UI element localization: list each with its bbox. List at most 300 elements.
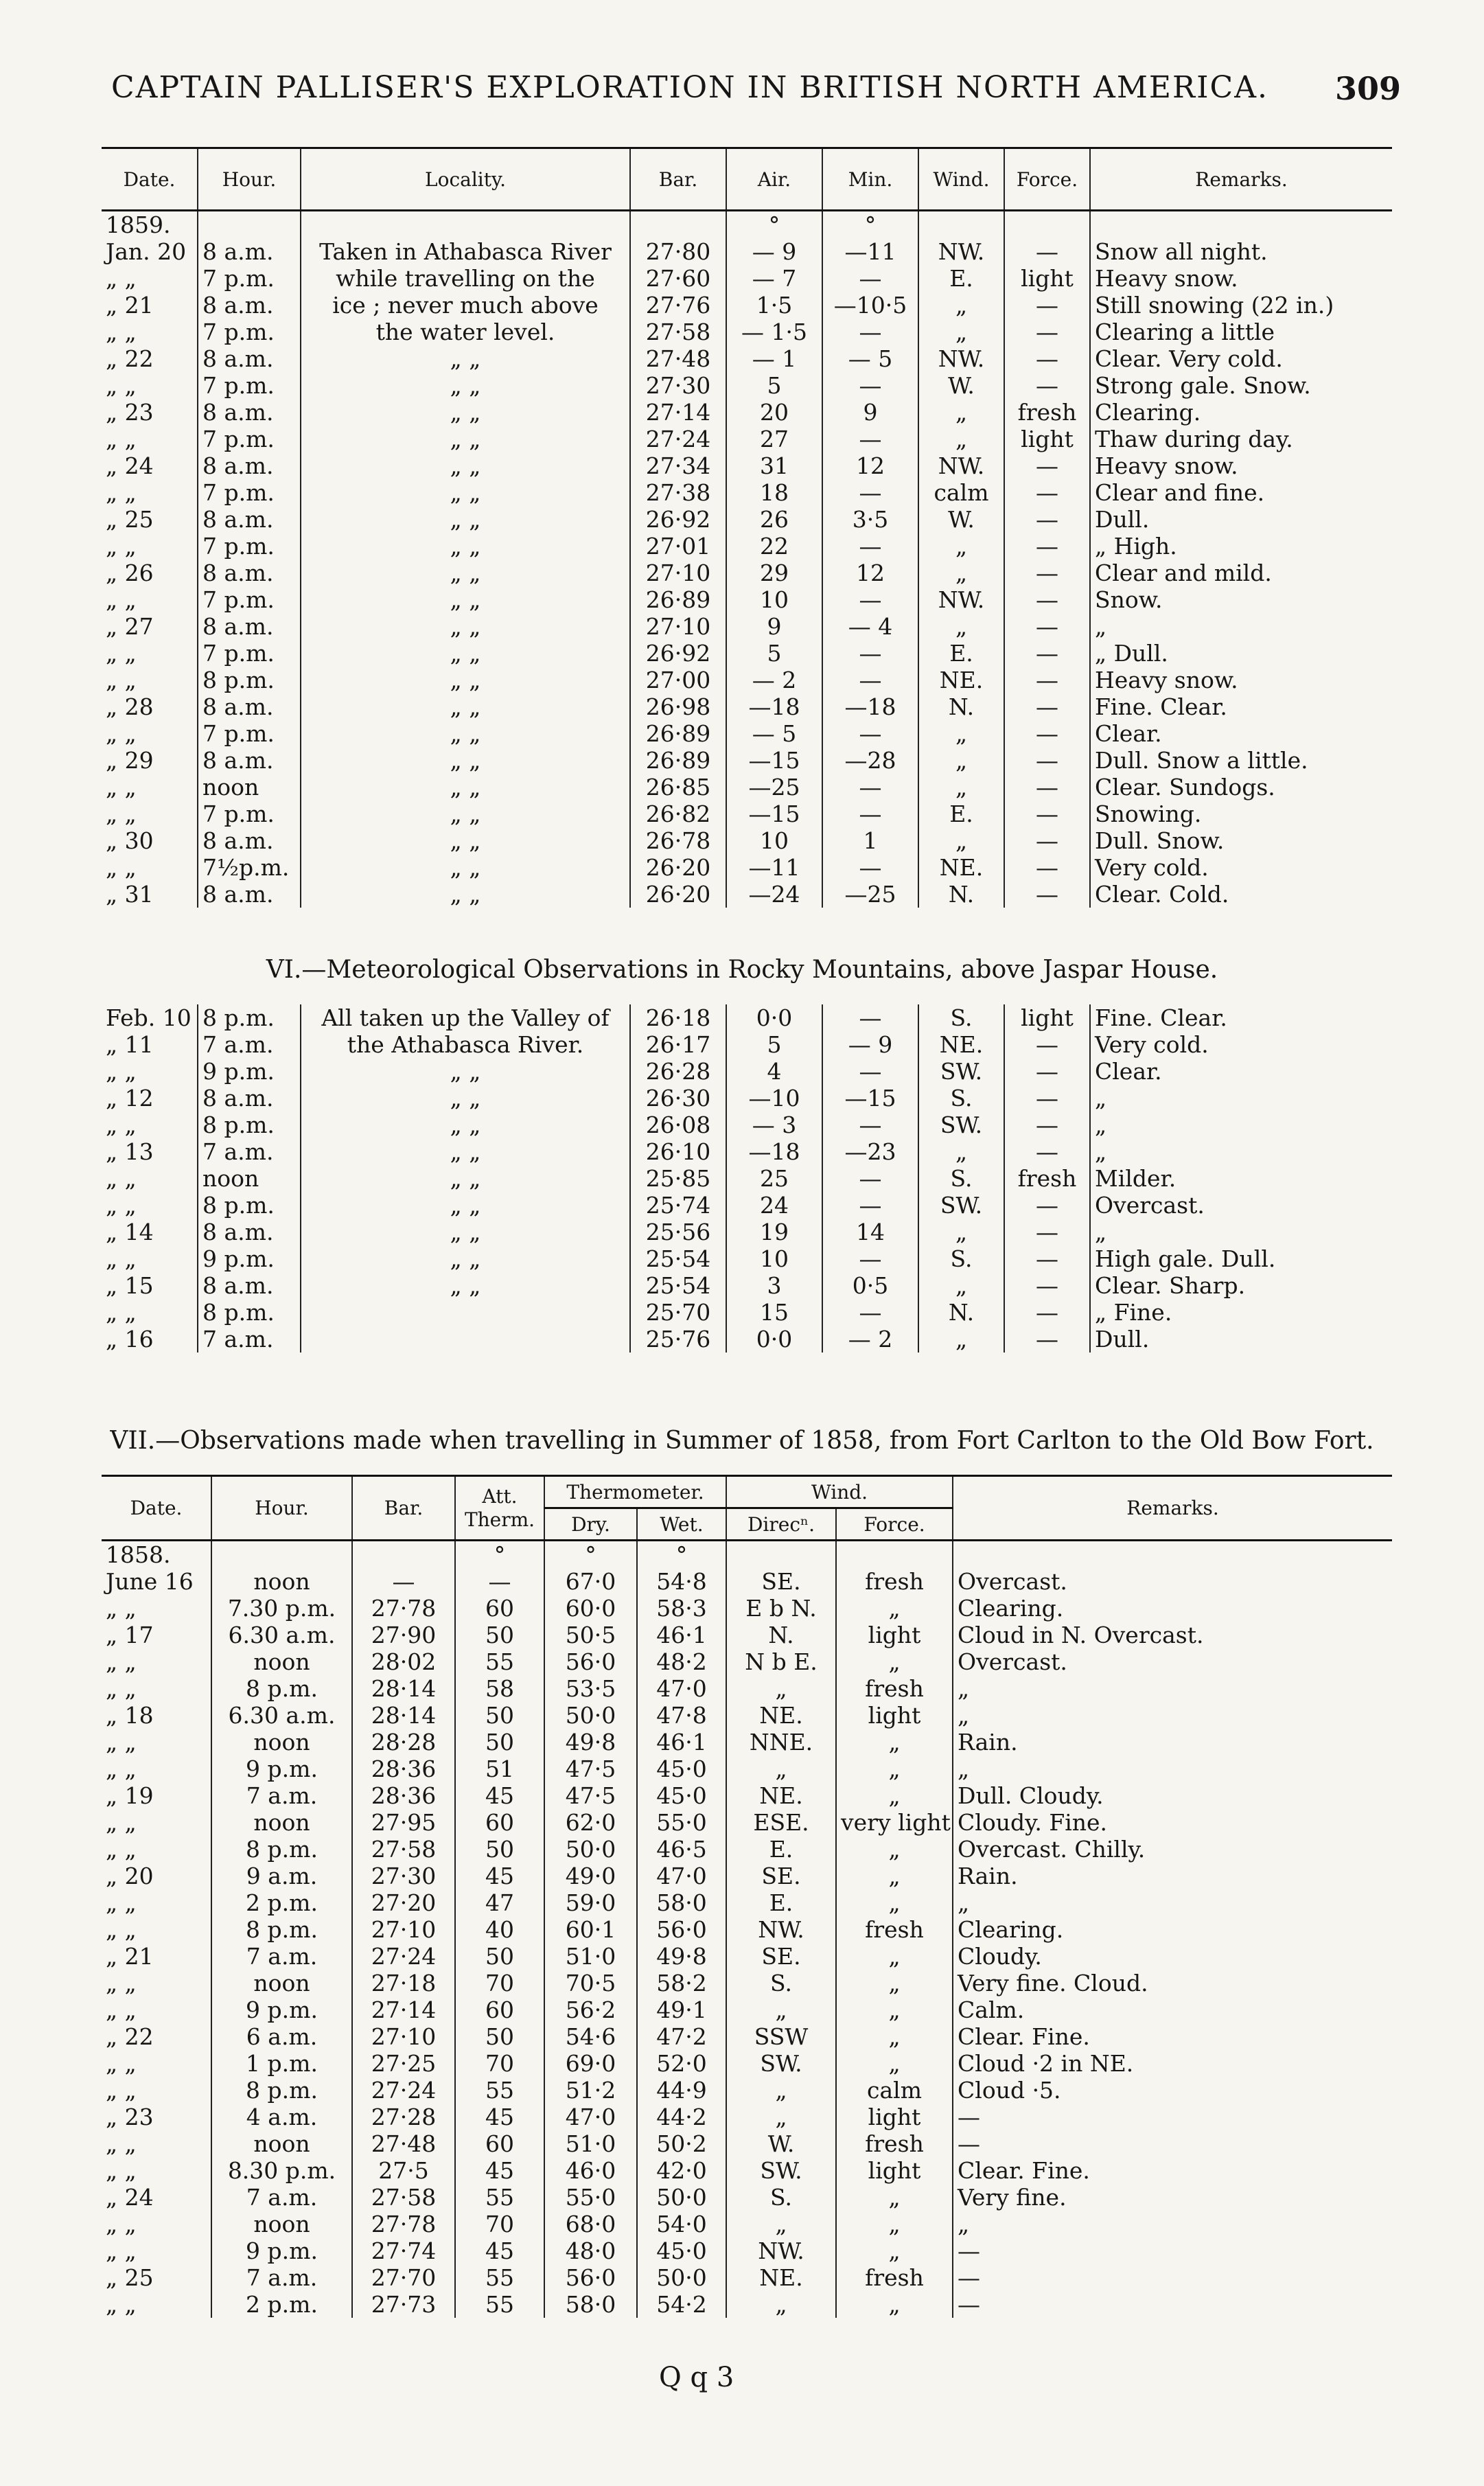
table-cell: 24 [726,1192,822,1219]
table-cell: 18 [726,479,822,506]
table-cell: „ „ [106,426,137,452]
table-cell: Overcast. Chilly. [953,1836,1392,1863]
table-cell: 8 a.m. [198,693,301,720]
table-cell: calm [836,2077,953,2104]
table-cell: 8 a.m. [198,613,301,640]
table-row [102,452,1392,479]
table-cell: 51·0 [544,2130,637,2157]
table-cell: — [1004,1272,1090,1299]
table-cell: fresh [836,2130,953,2157]
table-row [102,345,1392,372]
table-row [102,693,1392,720]
table-cell: 26·18 [630,1004,726,1031]
table-cell: „ „ [106,2130,137,2157]
table-cell: 26·08 [630,1112,726,1138]
table-cell: „ 12 [106,1085,154,1112]
table-cell: 55 [455,2291,544,2318]
table-cell: 22 [726,533,822,560]
table-cell: 6.30 a.m. [211,1622,352,1648]
page-title: CAPTAIN PALLISER'S EXPLORATION IN BRITISH NORTH AMERICA. [111,70,1268,105]
table-cell: „ „ [106,2211,137,2237]
table-cell: 27·30 [630,372,726,399]
table-cell: Fine. Clear. [1090,1004,1392,1031]
table-cell: 9 p.m. [211,1756,352,1782]
table-cell: 26·92 [630,506,726,533]
table-cell: 50 [455,2023,544,2050]
table-cell: 8 a.m. [198,345,301,372]
table-cell: „ [726,1756,836,1782]
table-row [102,2023,1392,2050]
table-cell: 27·24 [630,426,726,452]
table-cell: 27·48 [352,2130,455,2157]
table-cell [301,1299,630,1326]
table-row [102,1996,1392,2023]
table-cell: fresh [836,2264,953,2291]
table-cell: — [1004,1299,1090,1326]
table-cell: Dull. Snow. [1090,827,1392,854]
table-cell: „ „ [301,1219,630,1245]
table-cell: E. [726,1836,836,1863]
table-cell: Snowing. [1090,801,1392,827]
table-cell: 45 [455,2237,544,2264]
table-cell: 28·28 [352,1729,455,1756]
table-cell: 8 p.m. [211,1836,352,1863]
table-cell: 3 [726,1272,822,1299]
table-cell: ° [726,211,822,239]
column-header: Air. [726,148,822,211]
table-cell: „ [953,1889,1392,1916]
table-cell: 8 p.m. [211,1916,352,1943]
table-cell: 58·0 [637,1889,726,1916]
table-cell: 45·0 [637,1756,726,1782]
table-cell: 9 p.m. [211,2237,352,2264]
table-cell [726,1541,836,1569]
table-cell: 7 p.m. [198,720,301,747]
table-cell: 7 a.m. [198,1138,301,1165]
table-cell: 27·10 [352,1916,455,1943]
table-cell: noon [211,1809,352,1836]
table-cell: 19 [726,1219,822,1245]
column-header: Dry. [544,1508,637,1541]
table-row [102,1756,1392,1782]
table-cell: 47·0 [637,1675,726,1702]
table-cell: „ „ [301,801,630,827]
table-cell: „ 30 [106,827,154,854]
table-cell: „ [836,1595,953,1622]
table-cell: — [1004,1058,1090,1085]
table-cell: „ „ [301,854,630,881]
table-cell: —10 [726,1085,822,1112]
table-cell: 52·0 [637,2050,726,2077]
table-cell: — [1004,292,1090,319]
table-cell: SW. [918,1112,1004,1138]
table-row [102,1622,1392,1648]
table-cell: 27·76 [630,292,726,319]
table-cell: 28·36 [352,1756,455,1782]
table-cell: noon [211,2130,352,2157]
table-cell: „ 13 [106,1138,154,1165]
table-row [102,479,1392,506]
table-cell: Cloud ·5. [953,2077,1392,2104]
table-cell: 25·54 [630,1245,726,1272]
table-row [102,613,1392,640]
table-cell: 68·0 [544,2211,637,2237]
table-cell: — [822,586,918,613]
table-cell: 7 a.m. [211,2264,352,2291]
table-cell: ESE. [726,1809,836,1836]
table-cell: 25·54 [630,1272,726,1299]
table-cell: — [822,854,918,881]
table-cell: „ „ [301,613,630,640]
table-row [102,1031,1392,1058]
table-cell: 7 p.m. [198,801,301,827]
column-header: Direcⁿ. [726,1508,836,1541]
table-cell: 26·10 [630,1138,726,1165]
table-cell: 56·0 [544,1648,637,1675]
table-cell: 51 [455,1756,544,1782]
table-cell: 10 [726,827,822,854]
table-cell: „ „ [106,2237,137,2264]
table-cell: S. [918,1004,1004,1031]
table-cell: 55 [455,2077,544,2104]
table-cell: „ 21 [106,292,154,319]
table-cell: — 1 [726,345,822,372]
table-cell: 8 a.m. [198,560,301,586]
table-cell: 9 [726,613,822,640]
table-cell: „ 14 [106,1219,154,1245]
table-cell: „ [726,2291,836,2318]
table-row [102,720,1392,747]
table-cell: 26 [726,506,822,533]
table-cell: 25·74 [630,1192,726,1219]
table-cell: „ [836,1943,953,1970]
table-cell: 0·5 [822,1272,918,1299]
table-cell: 8 a.m. [198,238,301,265]
table-cell: „ [1090,1219,1392,1245]
column-header: Force. [836,1508,953,1541]
table-cell: light [836,1702,953,1729]
table-cell: Clear. Fine. [953,2023,1392,2050]
table-cell: 8 p.m. [198,667,301,693]
table-cell: 55 [455,1648,544,1675]
table-cell: SE. [726,1568,836,1595]
table-cell: 40 [455,1916,544,1943]
table-cell: 47·5 [544,1756,637,1782]
table-cell: NE. [918,667,1004,693]
table-cell: ° [637,1541,726,1569]
table-cell: 26·20 [630,854,726,881]
table-cell: 27·38 [630,479,726,506]
table-cell: 28·14 [352,1702,455,1729]
table-cell: 7 a.m. [211,1782,352,1809]
table-row [102,560,1392,586]
table-cell: 50·2 [637,2130,726,2157]
table-cell: —23 [822,1138,918,1165]
table-cell: Overcast. [953,1648,1392,1675]
table-cell: „ 25 [106,506,154,533]
table-cell: E. [918,801,1004,827]
table-cell: — [1004,372,1090,399]
table-cell: „ 31 [106,881,154,908]
table-cell: Overcast. [1090,1192,1392,1219]
table-cell: Dull. Cloudy. [953,1782,1392,1809]
table-cell [836,1541,953,1569]
column-header: Force. [1004,148,1090,211]
table-cell: „ [918,1326,1004,1353]
table-row [102,774,1392,801]
table-cell: „ [836,1996,953,2023]
table-cell: 27·14 [352,1996,455,2023]
table-row [102,1245,1392,1272]
table-cell: 27·90 [352,1622,455,1648]
table-cell: 50 [455,1836,544,1863]
table-cell: 27·14 [630,399,726,426]
section-vii-title: VII.—Observations made when travelling in Summer of 1858, from Fort Carlton to the Old Bow Fort. [110,1427,1374,1455]
table-row [102,1729,1392,1756]
table-cell: 50·0 [544,1836,637,1863]
table-row [102,1675,1392,1702]
column-header: Min. [822,148,918,211]
table-cell: light [836,2157,953,2184]
table-cell: Clear and fine. [1090,479,1392,506]
table-cell: — [822,667,918,693]
table-cell: NW. [918,238,1004,265]
table-cell: „ [953,2211,1392,2237]
table-cell: „ „ [301,479,630,506]
table-cell [301,1326,630,1353]
table-cell: E. [918,640,1004,667]
table-cell: 67·0 [544,1568,637,1595]
table-cell: — [822,774,918,801]
table-cell: 27·28 [352,2104,455,2130]
table-cell: NNE. [726,1729,836,1756]
table-row [102,827,1392,854]
table-cell: 47·2 [637,2023,726,2050]
table-cell: „ [1090,1138,1392,1165]
table-cell: —25 [822,881,918,908]
table-cell: „ „ [106,1996,137,2023]
table-cell: 26·17 [630,1031,726,1058]
table-cell: E b N. [726,1595,836,1622]
table-cell: „ „ [301,640,630,667]
table-cell: Fine. Clear. [1090,693,1392,720]
table-cell: 51·2 [544,2077,637,2104]
table-row [102,1272,1392,1299]
table-cell: „ „ [106,1756,137,1782]
table-cell: —11 [822,238,918,265]
table-cell: — [1004,238,1090,265]
table-cell: „ „ [106,1299,137,1326]
table-cell: noon [198,774,301,801]
table-cell: 27·60 [630,265,726,292]
table-row [102,2130,1392,2157]
table-cell: — [1004,801,1090,827]
table-cell: 27·73 [352,2291,455,2318]
table-cell: 70 [455,2050,544,2077]
table-cell: 27·48 [630,345,726,372]
table-cell: „ „ [106,1970,137,1996]
table-cell: 49·8 [544,1729,637,1756]
table-cell: the Athabasca River. [301,1031,630,1058]
table-cell: „ [953,1756,1392,1782]
table-row [102,2291,1392,2318]
table-row [102,426,1392,452]
table-cell: „ „ [106,372,137,399]
table-cell: 7 p.m. [198,372,301,399]
table-cell: 47·8 [637,1702,726,1729]
table-cell: NW. [726,2237,836,2264]
section-vi-title: VI.—Meteorological Observations in Rocky Mountains, above Jaspar House. [266,956,1218,984]
table-cell: — [1004,1326,1090,1353]
table-cell: „ „ [106,586,137,613]
table-cell: 70·5 [544,1970,637,1996]
table-cell: — [1004,667,1090,693]
table-february-rocky-mountains [102,1004,1392,1353]
table-cell: — [822,1192,918,1219]
table-cell: 58·2 [637,1970,726,1996]
table-cell: 60 [455,1809,544,1836]
table-cell: 28·02 [352,1648,455,1675]
table-cell: — [1004,613,1090,640]
table-cell: „ 20 [106,1863,154,1889]
table-cell: — [953,2104,1392,2130]
table-cell: 47·5 [544,1782,637,1809]
table-cell: „ „ [106,1675,137,1702]
table-cell: 27·10 [630,560,726,586]
table-cell: 27·80 [630,238,726,265]
table-cell: — [822,479,918,506]
table-cell: 55 [455,2264,544,2291]
table-cell: 26·85 [630,774,726,801]
table-cell: 2 p.m. [211,2291,352,2318]
table-cell: Overcast. [953,1568,1392,1595]
table-cell: —25 [726,774,822,801]
table-cell: — [822,720,918,747]
table-cell: 27·01 [630,533,726,560]
table-row [102,1836,1392,1863]
table-cell: „ [836,1889,953,1916]
table-cell: 45 [455,2157,544,2184]
table-row [102,2104,1392,2130]
table-cell: 27·5 [352,2157,455,2184]
table-cell: 26·28 [630,1058,726,1085]
table-cell: „ „ [106,2077,137,2104]
table-cell: „ „ [301,1138,630,1165]
table-cell: „ „ [301,1192,630,1219]
table-cell: 49·0 [544,1863,637,1889]
table-cell: „ [726,2211,836,2237]
table-cell: —15 [726,747,822,774]
table-cell: „ „ [301,774,630,801]
table-cell: Very cold. [1090,1031,1392,1058]
table-cell: NW. [918,452,1004,479]
table-cell: 7 p.m. [198,479,301,506]
table-cell: 27·25 [352,2050,455,2077]
table-cell: „ [836,1648,953,1675]
table-cell: „ „ [301,881,630,908]
table-cell: Clear. Cold. [1090,881,1392,908]
table-cell [301,211,630,239]
table-cell: Heavy snow. [1090,452,1392,479]
table-row [102,667,1392,693]
table-cell: 47 [455,1889,544,1916]
table-cell: „ „ [106,2291,137,2318]
table-cell: 49·1 [637,1996,726,2023]
table-cell: 9 a.m. [211,1863,352,1889]
table-cell: 53·5 [544,1675,637,1702]
table-header-row [102,1476,1392,1508]
table-cell: Clear. [1090,1058,1392,1085]
table-cell: High gale. Dull. [1090,1245,1392,1272]
table-cell: 9 p.m. [198,1058,301,1085]
table-cell: Dull. [1090,506,1392,533]
table-cell: noon [198,1165,301,1192]
table-cell: — [822,1165,918,1192]
table-row [102,2184,1392,2211]
table-cell: Rain. [953,1863,1392,1889]
table-cell: NE. [918,854,1004,881]
table-cell: „ „ [106,479,137,506]
table-cell: SE. [726,1863,836,1889]
table-cell: 7 p.m. [198,586,301,613]
table-cell: Heavy snow. [1090,265,1392,292]
table-cell: „ 25 [106,2264,154,2291]
table-cell: 27·10 [630,613,726,640]
table-cell: Milder. [1090,1165,1392,1192]
table-cell: 8 a.m. [198,292,301,319]
table-cell: 7 a.m. [211,1943,352,1970]
table-cell: Snow all night. [1090,238,1392,265]
table-cell: 8 a.m. [198,827,301,854]
table-cell: „ [836,1782,953,1809]
table-cell: 55·0 [544,2184,637,2211]
table-cell: Clear. Fine. [953,2157,1392,2184]
column-header: Date. [102,148,198,211]
table-cell: 70 [455,1970,544,1996]
table-cell: „ [918,399,1004,426]
table-cell: Cloud in N. Overcast. [953,1622,1392,1648]
table-cell: — [1004,1138,1090,1165]
table-cell: 27·18 [352,1970,455,1996]
table-cell: 27·74 [352,2237,455,2264]
table-cell: fresh [836,1675,953,1702]
table-cell: Cloud ·2 in NE. [953,2050,1392,2077]
column-header: Thermometer. [544,1476,726,1508]
table-cell: 8 p.m. [198,1112,301,1138]
table-cell: ice ; never much above [301,292,630,319]
table-cell: light [1004,1004,1090,1031]
table-cell: 26·78 [630,827,726,854]
table-cell: — [822,1058,918,1085]
table-cell: — [822,426,918,452]
table-cell: Jan. 20 [106,238,187,265]
table-cell: „ „ [106,1729,137,1756]
table-cell: „ [1090,1085,1392,1112]
table-cell: „ [918,533,1004,560]
table-cell: 27·24 [352,1943,455,1970]
table-cell: Still snowing (22 in.) [1090,292,1392,319]
table-cell: Clear. Sharp. [1090,1272,1392,1299]
table-cell: 8 a.m. [198,881,301,908]
table-cell: „ „ [106,1192,137,1219]
table-cell: Clear. Sundogs. [1090,774,1392,801]
table-cell [198,211,301,239]
table-cell: SW. [918,1058,1004,1085]
column-header: Bar. [630,148,726,211]
table-cell: „ [918,1219,1004,1245]
table-cell: — 4 [822,613,918,640]
table-cell: — [1004,854,1090,881]
